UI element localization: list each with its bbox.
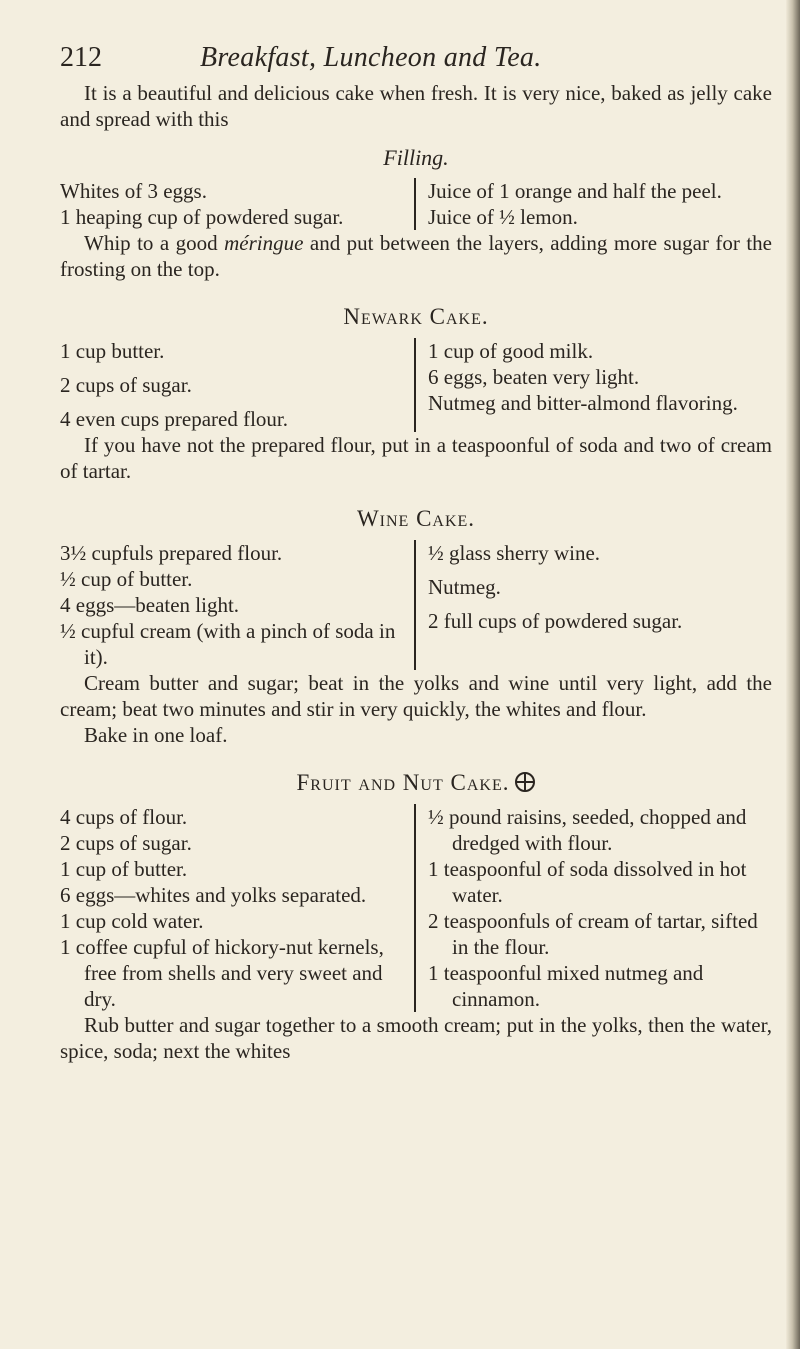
ingredient: 1 heaping cup of powdered sugar.	[60, 205, 344, 229]
fruit-directions: Rub butter and sugar together to a smooth cream; put in the yolks, then the water, spice, soda; next the whites	[60, 1013, 772, 1063]
wine-ingredients	[60, 540, 772, 670]
ingredient: ½ cupful cream (with a pinch of soda in it).	[60, 619, 396, 669]
filling-heading: Filling.	[383, 145, 449, 170]
newark-ingredients	[60, 338, 772, 432]
newark-left-column	[60, 338, 414, 432]
ingredient: 3½ cupfuls prepared flour.	[60, 541, 283, 565]
page-edge-shadow	[786, 0, 800, 1349]
filling-ingredients	[60, 178, 772, 230]
directions-text: and put between the layers, adding more sugar for the frosting on the top.	[60, 231, 772, 281]
page-header	[60, 34, 772, 80]
wine-right-column	[414, 540, 772, 670]
ingredient: 2 full cups of powdered sugar.	[428, 609, 683, 633]
running-title: Breakfast, Luncheon and Tea.	[200, 42, 542, 73]
ingredient: Nutmeg.	[428, 575, 501, 599]
meringue-term: méringue	[224, 231, 304, 255]
book-page	[60, 34, 772, 1064]
ingredient: Juice of ½ lemon.	[428, 205, 578, 229]
newark-directions: If you have not the prepared flour, put in a teaspoonful of soda and two of cream of tartar.	[60, 433, 772, 483]
ingredient: 4 even cups prepared flour.	[60, 407, 288, 431]
ingredient: 1 cup of butter.	[60, 857, 188, 881]
filling-left-column	[60, 178, 414, 230]
ingredient: 6 eggs, beaten very light.	[428, 365, 640, 389]
ingredient: 6 eggs—whites and yolks separated.	[60, 883, 367, 907]
ingredient: ½ cup of butter.	[60, 567, 193, 591]
ingredient: ½ pound raisins, seeded, chopped and dredged with flour.	[428, 805, 747, 855]
wine-left-column	[60, 540, 414, 670]
wine-directions: Cream butter and sugar; beat in the yolks and wine until very light, add the cream; beat two minutes and stir in very quickly, the whites and flour.	[60, 671, 772, 721]
ingredient: 2 teaspoonfuls of cream of tartar, sifted in the flour.	[428, 909, 758, 959]
ingredient: Juice of 1 orange and half the peel.	[428, 179, 722, 203]
fruit-right-column	[414, 804, 772, 1012]
ingredient: Whites of 3 eggs.	[60, 179, 207, 203]
ingredient: 1 cup butter.	[60, 339, 165, 363]
ingredient: 1 cup cold water.	[60, 909, 204, 933]
ingredient: Nutmeg and bitter-almond flavoring.	[428, 391, 738, 415]
ingredient: ½ glass sherry wine.	[428, 541, 601, 565]
ingredient: 4 cups of flour.	[60, 805, 188, 829]
newark-cake-title: Newark Cake.	[343, 304, 489, 329]
ingredient: 4 eggs—beaten light.	[60, 593, 240, 617]
newark-right-column	[414, 338, 772, 432]
ingredient: 2 cups of sugar.	[60, 831, 192, 855]
fruit-nut-cake-title	[60, 768, 772, 798]
ingredient: 1 teaspoonful mixed nutmeg and cinnamon.	[428, 961, 704, 1011]
directions-text: Whip to a good	[84, 231, 225, 255]
fruit-nut-title-text: Fruit and Nut Cake.	[296, 770, 510, 795]
fruit-left-column	[60, 804, 414, 1012]
filling-right-column	[414, 178, 772, 230]
ingredient: 1 teaspoonful of soda dissolved in hot water.	[428, 857, 747, 907]
ingredient: 2 cups of sugar.	[60, 373, 192, 397]
wine-directions-bake: Bake in one loaf.	[84, 723, 228, 747]
filling-directions	[60, 230, 772, 282]
ingredient: 1 coffee cupful of hickory-nut kernels, free from shells and very sweet and dry.	[60, 935, 384, 1011]
wine-cake-title: Wine Cake.	[356, 506, 476, 531]
page-number: 212	[60, 42, 102, 73]
fruit-ingredients	[60, 804, 772, 1012]
circled-cross-icon	[515, 772, 535, 792]
ingredient: 1 cup of good milk.	[428, 339, 594, 363]
intro-paragraph: It is a beautiful and delicious cake when fresh. It is very nice, baked as jelly cake and spread with this	[60, 81, 772, 131]
